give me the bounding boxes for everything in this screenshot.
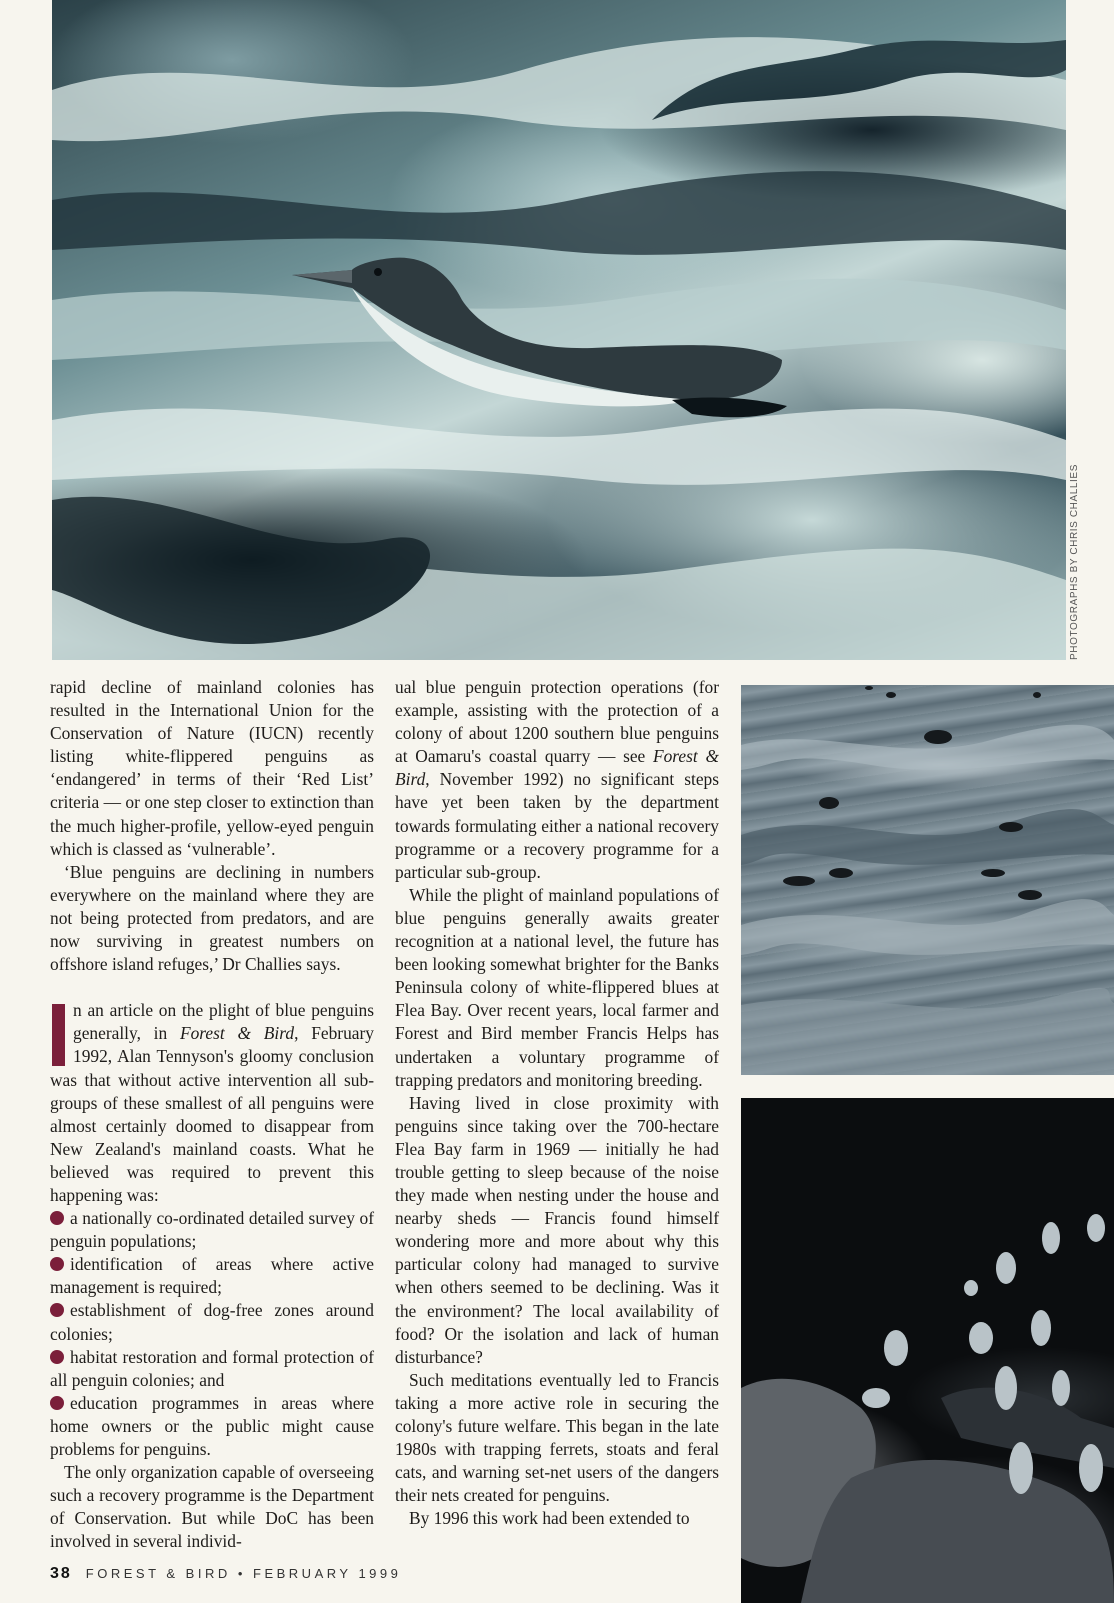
paragraph: ual blue penguin protection operations (for example, assisting with the protection of a colony of about 1200 southern blue penguins at Oamaru's coastal quarry — see Forest & Bird, November 1992) no significant steps have yet been taken by the department towards formulating either a national recovery programme or a recovery programme for a particular sub-group. bbox=[395, 677, 719, 882]
paragraph-text: n an article on the plight of blue penguins generally, in bbox=[73, 1000, 374, 1044]
paragraph: While the plight of mainland populations of blue penguins generally awaits greater recognition at a national level, the future has been looking somewhat brighter for the Banks Peninsula colony of white-flippered blues at Flea Bay. Over recent years, local farmer and Forest and Bird member Francis Helps has undertaken a voluntary programme of trapping predators and monitoring breeding. bbox=[395, 884, 719, 1090]
paragraph: Such meditations eventually led to Francis taking a more active role in securing the colony's future welfare. This began in the late 1980s with trapping ferrets, stoats and feral cats, and warning set-net users of the dangers their nets created for penguins. bbox=[395, 1369, 719, 1506]
paragraph: rapid decline of mainland colonies has resulted in the International Union for the Conservation of Nature (IUCN) recently listing white-flippered penguins as ‘endangered’ in terms of their ‘Red List’ criteria — or one step closer to extinction than the much higher-profile, yellow-eyed penguin which is classed as ‘vulnerable’. bbox=[50, 677, 374, 859]
bullet-item: education programmes in areas where home owners or the public might cause problems for penguins. bbox=[50, 1392, 374, 1459]
bullet-icon bbox=[50, 1350, 64, 1364]
bullet-icon bbox=[50, 1257, 64, 1271]
hero-photo bbox=[52, 0, 1066, 660]
bullet-item: a nationally co-ordinated detailed survey of penguin populations; bbox=[50, 1208, 374, 1252]
page-footer bbox=[50, 1562, 401, 1586]
article-column-middle bbox=[395, 676, 719, 1530]
penguin-group-sea bbox=[783, 686, 1042, 900]
magazine-title: Forest & Bird bbox=[395, 746, 719, 790]
night-photo bbox=[741, 1098, 1114, 1603]
bullet-icon bbox=[50, 1303, 64, 1317]
paragraph-dropcap bbox=[50, 999, 374, 1207]
article-column-left bbox=[50, 676, 374, 1553]
sea-photo bbox=[741, 685, 1114, 1075]
bullet-item: establishment of dog-free zones around colonies; bbox=[50, 1300, 374, 1344]
hero-photo-art bbox=[52, 0, 1066, 660]
paragraph: ‘Blue penguins are declining in numbers everywhere on the mainland where they are not being protected from predators, and are now surviving in greatest numbers on offshore island refuges,’ Dr Challies says. bbox=[50, 861, 374, 975]
magazine-title: Forest & Bird bbox=[179, 1023, 295, 1044]
paragraph: The only organization capable of overseeing such a recovery programme is the Department of Conservation. But while DoC has been involved in several individ- bbox=[50, 1462, 374, 1552]
publication-line: FOREST & BIRD • FEBRUARY 1999 bbox=[85, 1566, 402, 1581]
page-number: 38 bbox=[50, 1565, 72, 1582]
bullet-icon bbox=[50, 1211, 64, 1225]
night-photo-art bbox=[741, 1098, 1114, 1603]
photo-credit: PHOTOGRAPHS BY CHRIS CHALLIES bbox=[1069, 464, 1080, 660]
bullet-icon bbox=[50, 1396, 64, 1410]
drop-cap-bar bbox=[52, 1004, 65, 1066]
paragraph: By 1996 this work had been extended to bbox=[409, 1508, 690, 1529]
bullet-item: habitat restoration and formal protection of all penguin colonies; and bbox=[50, 1346, 374, 1390]
paragraph-text: , February 1992, Alan Tennyson's gloomy conclusion was that without active intervention all sub-groups of these smallest of all penguins were almost certainly doomed to disappear from New Zealand's mainland coasts. What he believed was required to prevent this happening was: bbox=[50, 1023, 374, 1205]
sea-photo-art bbox=[741, 685, 1114, 1075]
paragraph: Having lived in close proximity with penguins since taking over the 700-hectare Flea Bay farm in 1969 — initially he had trouble getting to sleep because of the noise they made when nesting under the house and nearby sheds — Francis found himself wondering more and more about why this particular colony had managed to survive when others seemed to be declining. Was it the environment? The local availability of food? Or the isolation and lack of human disturbance? bbox=[395, 1092, 719, 1367]
bullet-item: identification of areas where active management is required; bbox=[50, 1254, 374, 1298]
